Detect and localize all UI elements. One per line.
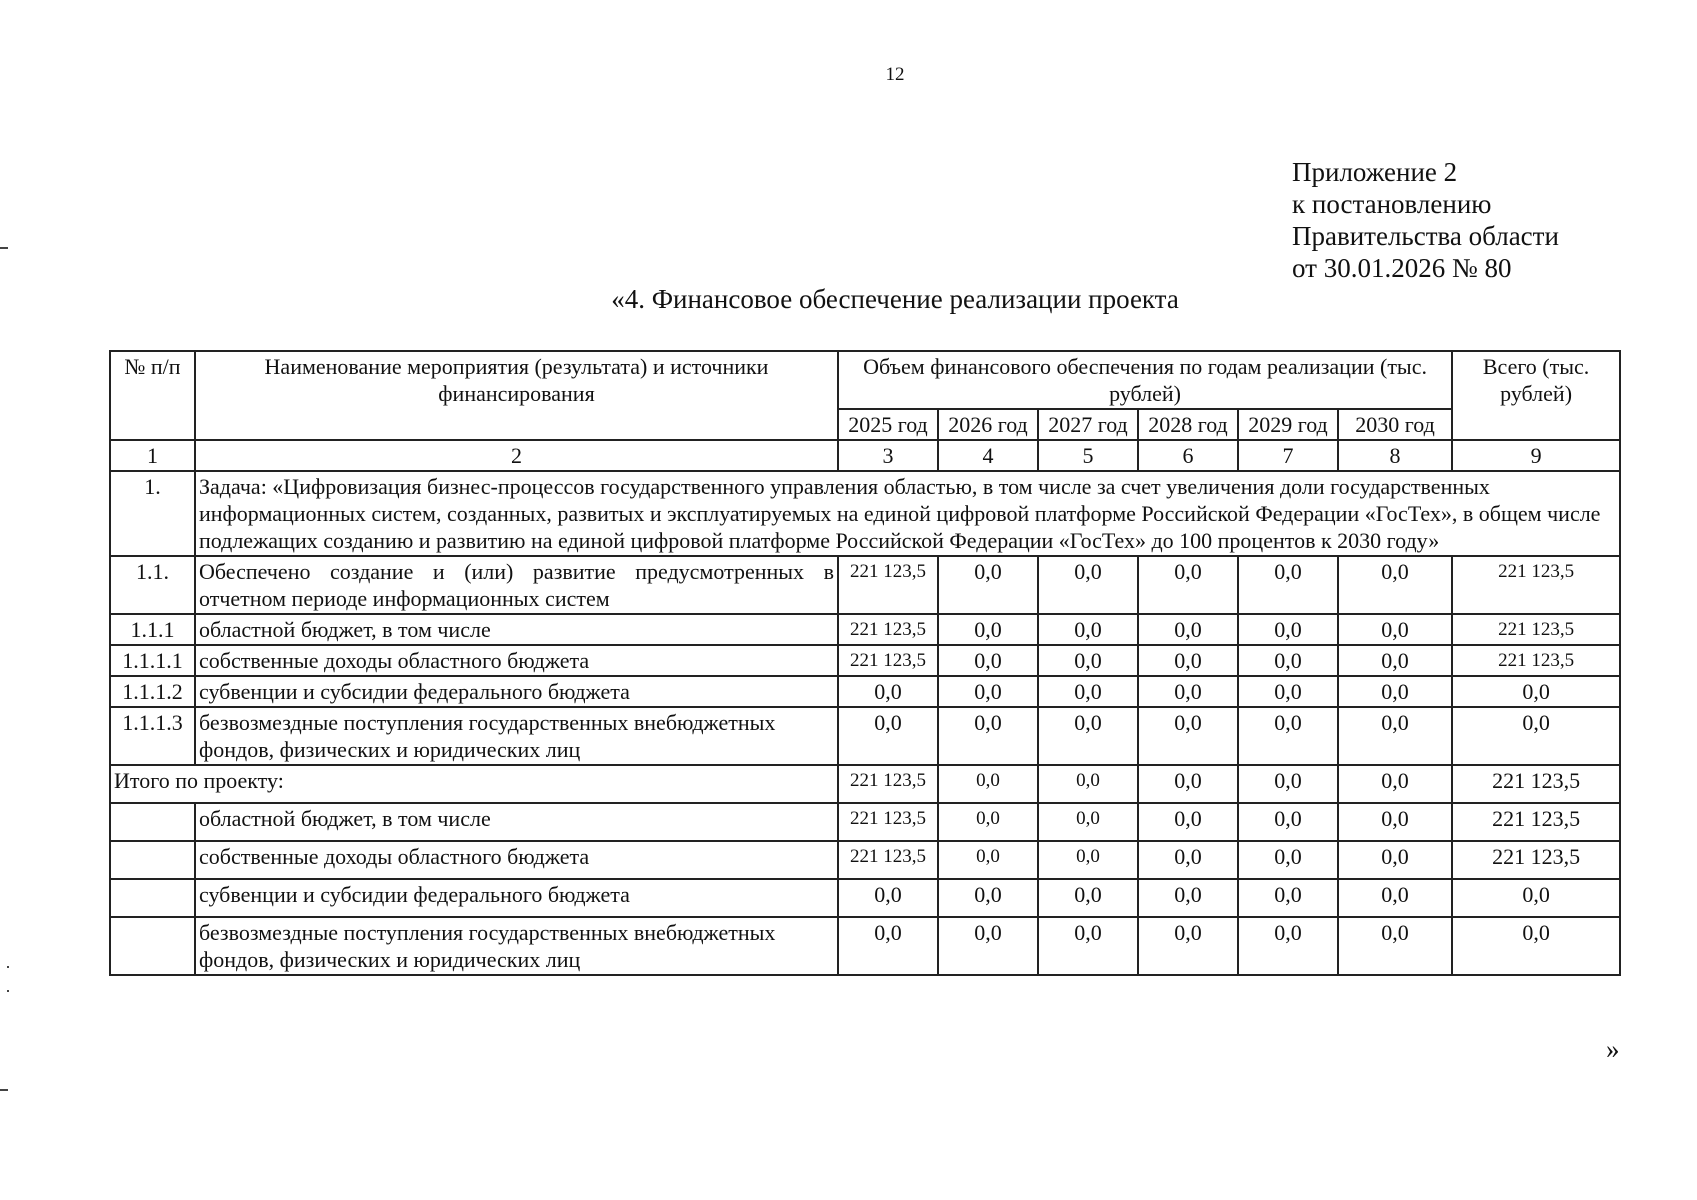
value-cell: 0,0	[838, 676, 938, 707]
page-number: 12	[885, 64, 905, 85]
table-row	[110, 676, 1620, 707]
value-cell: 0,0	[1038, 803, 1138, 841]
total-cell: 221 123,5	[1452, 803, 1620, 841]
column-number: 9	[1452, 440, 1620, 471]
value-cell: 0,0	[1238, 556, 1338, 614]
appendix-line: к постановлению	[1292, 189, 1492, 219]
value-cell: 0,0	[1238, 917, 1338, 975]
appendix-block	[1292, 156, 1559, 284]
header-total: Всего (тыс. рублей)	[1452, 351, 1620, 440]
value-cell: 221 123,5	[838, 645, 938, 676]
row-name: безвозмездные поступления государственных внебюджетных фондов, физических и юридических лиц	[195, 707, 838, 765]
value-cell: 0,0	[938, 841, 1038, 879]
row-number: 1.1.1.3	[110, 707, 195, 765]
value-cell: 221 123,5	[838, 614, 938, 645]
header-volume: Объем финансового обеспечения по годам реализации (тыс. рублей)	[838, 351, 1452, 409]
value-cell: 0,0	[938, 879, 1038, 917]
value-cell: 0,0	[1238, 879, 1338, 917]
value-cell: 0,0	[1338, 879, 1452, 917]
empty-number-cell	[110, 841, 195, 879]
value-cell: 0,0	[938, 765, 1038, 803]
value-cell: 0,0	[1338, 841, 1452, 879]
column-number: 7	[1238, 440, 1338, 471]
header-year: 2026 год	[938, 409, 1038, 440]
value-cell: 0,0	[1038, 707, 1138, 765]
row-number: 1.1.1.1	[110, 645, 195, 676]
value-cell: 0,0	[1038, 879, 1138, 917]
scan-margin-mark	[0, 247, 8, 249]
value-cell: 0,0	[1338, 917, 1452, 975]
task-row	[110, 471, 1620, 556]
value-cell: 0,0	[1338, 556, 1452, 614]
financing-table	[109, 350, 1621, 976]
summary-label: Итого по проекту:	[110, 765, 838, 803]
value-cell: 0,0	[1238, 676, 1338, 707]
row-number: 1.1.1	[110, 614, 195, 645]
scan-margin-mark	[0, 1089, 8, 1091]
value-cell: 0,0	[938, 676, 1038, 707]
value-cell: 221 123,5	[838, 841, 938, 879]
header-year: 2029 год	[1238, 409, 1338, 440]
value-cell: 0,0	[1138, 803, 1238, 841]
value-cell: 221 123,5	[838, 556, 938, 614]
row-name: областной бюджет, в том числе	[195, 803, 838, 841]
value-cell: 0,0	[1038, 676, 1138, 707]
value-cell: 0,0	[938, 917, 1038, 975]
column-numbers-row	[110, 440, 1620, 471]
column-number: 6	[1138, 440, 1238, 471]
value-cell: 0,0	[1338, 645, 1452, 676]
summary-detail-row	[110, 803, 1620, 841]
value-cell: 0,0	[1338, 676, 1452, 707]
value-cell: 0,0	[1138, 841, 1238, 879]
row-name: собственные доходы областного бюджета	[195, 645, 838, 676]
row-name: областной бюджет, в том числе	[195, 614, 838, 645]
closing-quote: »	[1606, 1034, 1620, 1064]
row-name: Обеспечено создание и (или) развитие предусмотренных в отчетном периоде информационных систем	[195, 556, 838, 614]
value-cell: 0,0	[1238, 841, 1338, 879]
empty-number-cell	[110, 803, 195, 841]
value-cell: 0,0	[1138, 707, 1238, 765]
value-cell: 0,0	[1238, 765, 1338, 803]
header-number: № п/п	[110, 351, 195, 440]
row-name: собственные доходы областного бюджета	[195, 841, 838, 879]
total-cell: 221 123,5	[1452, 645, 1620, 676]
value-cell: 0,0	[1338, 765, 1452, 803]
value-cell: 0,0	[1338, 614, 1452, 645]
empty-number-cell	[110, 917, 195, 975]
value-cell: 0,0	[1138, 556, 1238, 614]
row-name: субвенции и субсидии федерального бюджета	[195, 879, 838, 917]
value-cell: 0,0	[938, 707, 1038, 765]
table-row	[110, 645, 1620, 676]
total-cell: 221 123,5	[1452, 614, 1620, 645]
value-cell: 0,0	[1038, 614, 1138, 645]
summary-detail-row	[110, 841, 1620, 879]
row-name: безвозмездные поступления государственных внебюджетных фондов, физических и юридических лиц	[195, 917, 838, 975]
row-number: 1.1.1.2	[110, 676, 195, 707]
value-cell: 0,0	[1138, 765, 1238, 803]
value-cell: 221 123,5	[838, 803, 938, 841]
appendix-line: Правительства области	[1292, 221, 1559, 251]
value-cell: 0,0	[1038, 765, 1138, 803]
value-cell: 221 123,5	[838, 765, 938, 803]
total-cell: 0,0	[1452, 676, 1620, 707]
value-cell: 0,0	[938, 803, 1038, 841]
value-cell: 0,0	[1238, 803, 1338, 841]
row-name: субвенции и субсидии федерального бюджета	[195, 676, 838, 707]
total-cell: 221 123,5	[1452, 841, 1620, 879]
value-cell: 0,0	[1238, 707, 1338, 765]
appendix-line: Приложение 2	[1292, 157, 1458, 187]
column-number: 2	[195, 440, 838, 471]
summary-detail-row	[110, 917, 1620, 975]
row-number: 1.1.	[110, 556, 195, 614]
value-cell: 0,0	[1038, 841, 1138, 879]
summary-detail-row	[110, 879, 1620, 917]
appendix-line: от 30.01.2026 № 80	[1292, 253, 1512, 283]
value-cell: 0,0	[1338, 803, 1452, 841]
summary-row	[110, 765, 1620, 803]
total-cell: 221 123,5	[1452, 765, 1620, 803]
value-cell: 0,0	[938, 614, 1038, 645]
value-cell: 0,0	[1238, 645, 1338, 676]
value-cell: 0,0	[838, 879, 938, 917]
total-cell: 0,0	[1452, 707, 1620, 765]
task-text: Задача: «Цифровизация бизнес-процессов государственного управления областью, в том числе за счет увеличения доли государственных информационных систем, созданных, развитых и эксплуатируемых на единой цифровой платформе Российской Федерации «ГосТех», в общем числе подлежащих созданию и развитию на единой цифровой платформе Российской Федерации «ГосТех» до 100 процентов к 2030 году»	[195, 471, 1620, 556]
column-number: 8	[1338, 440, 1452, 471]
value-cell: 0,0	[1138, 676, 1238, 707]
column-number: 4	[938, 440, 1038, 471]
value-cell: 0,0	[838, 917, 938, 975]
table-row	[110, 707, 1620, 765]
table-row	[110, 556, 1620, 614]
header-year: 2030 год	[1338, 409, 1452, 440]
value-cell: 0,0	[1138, 917, 1238, 975]
empty-number-cell	[110, 879, 195, 917]
value-cell: 0,0	[1238, 614, 1338, 645]
value-cell: 0,0	[1338, 707, 1452, 765]
header-year: 2027 год	[1038, 409, 1138, 440]
section-title: «4. Финансовое обеспечение реализации проекта	[611, 284, 1179, 314]
header-year: 2028 год	[1138, 409, 1238, 440]
value-cell: 0,0	[1038, 917, 1138, 975]
column-number: 5	[1038, 440, 1138, 471]
value-cell: 0,0	[1138, 645, 1238, 676]
scan-margin-dot	[7, 966, 9, 968]
table-row	[110, 614, 1620, 645]
scan-margin-dot	[7, 990, 9, 992]
column-number: 1	[110, 440, 195, 471]
value-cell: 0,0	[938, 556, 1038, 614]
total-cell: 221 123,5	[1452, 556, 1620, 614]
value-cell: 0,0	[1138, 614, 1238, 645]
value-cell: 0,0	[1038, 645, 1138, 676]
total-cell: 0,0	[1452, 917, 1620, 975]
value-cell: 0,0	[938, 645, 1038, 676]
header-name: Наименование мероприятия (результата) и источники финансирования	[195, 351, 838, 440]
value-cell: 0,0	[1038, 556, 1138, 614]
column-number: 3	[838, 440, 938, 471]
header-year: 2025 год	[838, 409, 938, 440]
value-cell: 0,0	[1138, 879, 1238, 917]
value-cell: 0,0	[838, 707, 938, 765]
task-number: 1.	[110, 471, 195, 556]
total-cell: 0,0	[1452, 879, 1620, 917]
